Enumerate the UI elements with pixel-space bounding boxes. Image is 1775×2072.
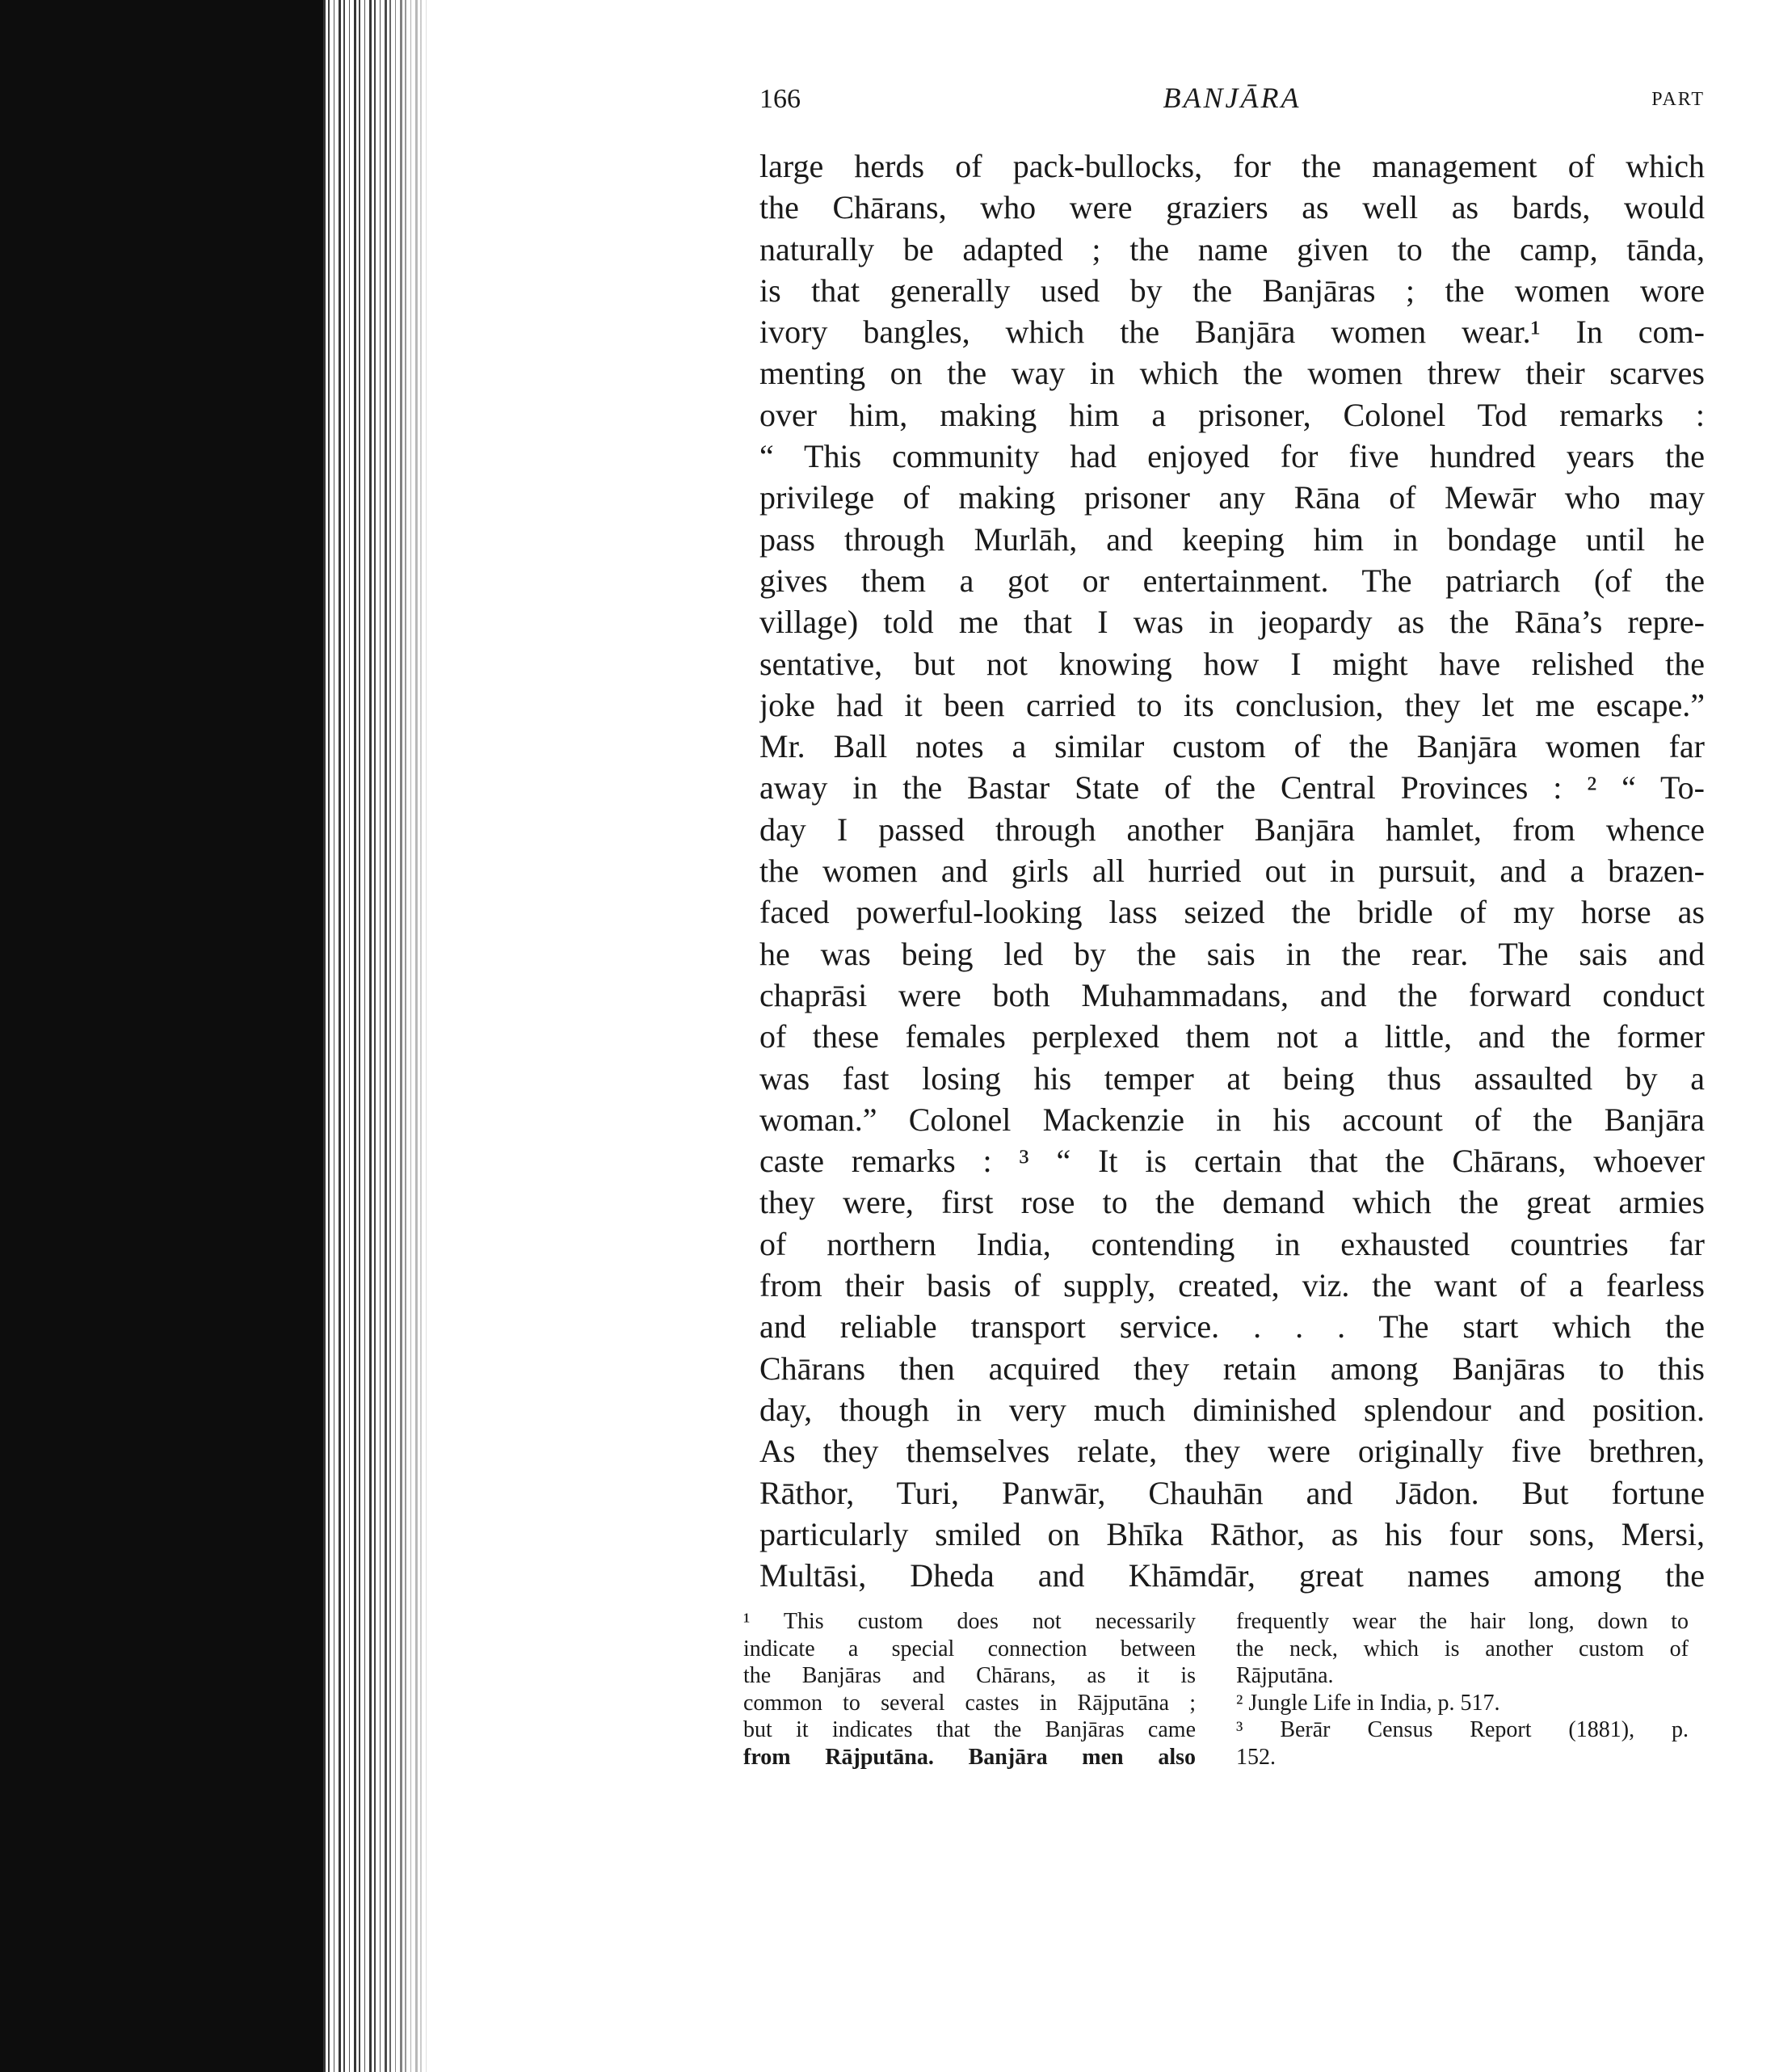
running-title: BANJĀRA — [1163, 82, 1302, 114]
text-line: day, though in very much diminished splendour and position. — [759, 1391, 1705, 1428]
text-line: gives them a got or entertainment. The patriarch (of the — [759, 562, 1705, 599]
text-line: he was being led by the sais in the rear. The sais and — [759, 935, 1705, 972]
text-line: chaprāsi were both Muhammadans, and the forward conduct — [759, 976, 1705, 1013]
page-number: 166 — [759, 84, 801, 114]
footnote-line: ¹ This custom does not necessarily — [743, 1609, 1196, 1634]
page-header — [759, 81, 1705, 129]
text-line: “ This community had enjoyed for five hundred years the — [759, 438, 1705, 475]
text-line: Mr. Ball notes a similar custom of the Banjāra women far — [759, 728, 1705, 765]
text-line: caste remarks : ³ “ It is certain that the Chārans, whoever — [759, 1143, 1705, 1180]
footnote-line: Rājputāna. — [1236, 1663, 1334, 1688]
text-line: day I passed through another Banjāra hamlet, from whence — [759, 811, 1705, 848]
footnote-line: from Rājputāna. Banjāra men also — [743, 1744, 1196, 1770]
text-line: Multāsi, Dheda and Khāmdār, great names among the — [759, 1557, 1705, 1594]
text-line: was fast losing his temper at being thus assaulted by a — [759, 1059, 1705, 1097]
footnote-line: common to several castes in Rājputāna ; — [743, 1690, 1196, 1716]
text-line: the Chārans, who were graziers as well as bards, would — [759, 189, 1705, 226]
text-line: of northern India, contending in exhausted countries far — [759, 1225, 1705, 1262]
text-line: particularly smiled on Bhīka Rāthor, as his four sons, Mersi, — [759, 1515, 1705, 1552]
body-text — [759, 145, 1705, 1596]
footnote-line: 152. — [1236, 1744, 1276, 1770]
text-line: of these females perplexed them not a little, and the former — [759, 1018, 1705, 1055]
text-line: from their basis of supply, created, viz. the want of a fearless — [759, 1267, 1705, 1304]
text-line: As they themselves relate, they were originally five brethren, — [759, 1433, 1705, 1470]
text-line: privilege of making prisoner any Rāna of Mewār who may — [759, 479, 1705, 516]
text-line: away in the Bastar State of the Central Provinces : ² “ To- — [759, 769, 1705, 806]
text-line: the women and girls all hurried out in pursuit, and a brazen- — [759, 853, 1705, 890]
text-line: pass through Murlāh, and keeping him in bondage until he — [759, 520, 1705, 558]
footnote-column-right — [1236, 1608, 1689, 1771]
footnote-line: but it indicates that the Banjāras came — [743, 1717, 1196, 1742]
footnote-column-left — [743, 1608, 1196, 1771]
binding-shadow — [0, 0, 323, 2072]
text-line: village) told me that I was in jeopardy as the Rāna’s repre- — [759, 604, 1705, 641]
footnotes — [743, 1608, 1705, 1794]
text-line: Chārans then acquired they retain among Banjāras to this — [759, 1350, 1705, 1387]
text-line: sentative, but not knowing how I might have relished the — [759, 645, 1705, 682]
binding-fade — [380, 0, 436, 2072]
section-label: PART — [1651, 89, 1705, 110]
text-line: and reliable transport service. . . . The start which the — [759, 1308, 1705, 1346]
text-line: Rāthor, Turi, Panwār, Chauhān and Jādon. But fortune — [759, 1474, 1705, 1511]
footnote-line: ³ Berār Census Report (1881), p. — [1236, 1717, 1689, 1742]
text-line: naturally be adapted ; the name given to the camp, tānda, — [759, 230, 1705, 267]
text-line: woman.” Colonel Mackenzie in his account of the Banjāra — [759, 1101, 1705, 1138]
text-line: menting on the way in which the women threw their scarves — [759, 355, 1705, 392]
text-line: ivory bangles, which the Banjāra women wear.¹ In com- — [759, 314, 1705, 351]
text-line: faced powerful-looking lass seized the bridle of my horse as — [759, 894, 1705, 931]
text-line: they were, first rose to the demand which the great armies — [759, 1184, 1705, 1221]
text-line: is that generally used by the Banjāras ; the women wore — [759, 272, 1705, 309]
footnote-line: ² Jungle Life in India, p. 517. — [1236, 1690, 1500, 1716]
footnote-line: the Banjāras and Chārans, as it is — [743, 1663, 1196, 1688]
footnote-line: frequently wear the hair long, down to — [1236, 1609, 1689, 1634]
footnote-line: indicate a special connection between — [743, 1636, 1196, 1661]
text-line: over him, making him a prisoner, Colonel Tod remarks : — [759, 396, 1705, 433]
footnote-line: the neck, which is another custom of — [1236, 1636, 1689, 1661]
text-line: joke had it been carried to its conclusion, they let me escape.” — [759, 686, 1705, 723]
text-line: large herds of pack-bullocks, for the management of which — [759, 148, 1705, 184]
